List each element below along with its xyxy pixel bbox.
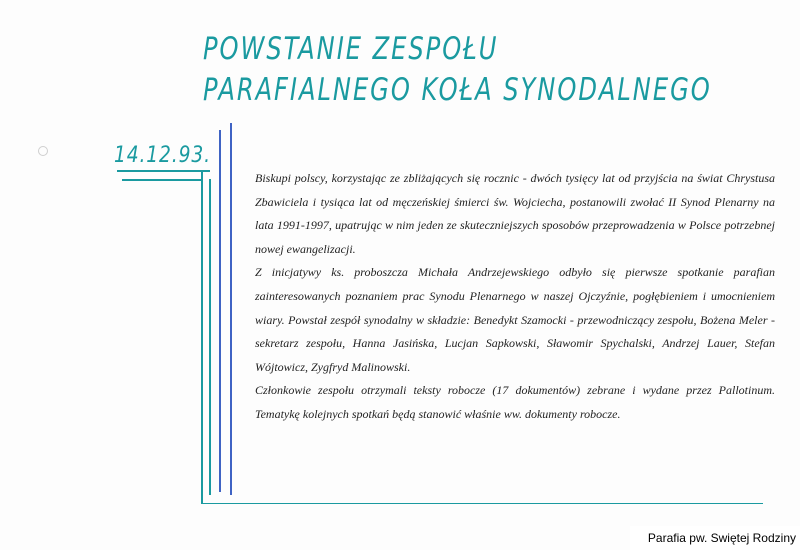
teal-vertical-rule-right: [209, 179, 211, 495]
date-underline-upper: [117, 170, 210, 172]
blue-vertical-rule-left: [219, 130, 221, 492]
blue-vertical-rule-right: [230, 123, 232, 495]
bottom-horizontal-rule: [203, 503, 763, 504]
title-line-2: PARAFIALNEGO KOŁA SYNODALNEGO: [203, 72, 712, 108]
body-text: [255, 167, 775, 427]
punch-hole-mark: [38, 146, 48, 156]
paragraph-3: Członkowie zespołu otrzymali teksty robocze (17 dokumentów) zebrane i wydane przez Pallotinum. Tematykę kolejnych spotkań będą stanowić właśnie ww. dokumenty robocze.: [255, 383, 775, 421]
date-underline-lower: [122, 179, 202, 181]
paragraph-2: Z inicjatywy ks. proboszcza Michała Andrzejewskiego odbyło się pierwsze spotkanie parafian zainteresowanych poznaniem prac Synodu Plenarnego w naszej Ojczyźnie, pogłębieniem i umocnieniem wiary. Powstał zespół synodalny w składzie: Benedykt Szamocki - przewodniczący zespołu, Bożena Meler - sekretarz zespołu, Hanna Jasińska, Lucjan Sapkowski, Sławomir Spychalski, Andrzej Lauer, Stefan Wójtowicz, Zygfryd Malinowski.: [255, 265, 775, 374]
title-line-1: POWSTANIE ZESPOŁU: [203, 31, 499, 67]
footer-caption: Parafia pw. Swiętej Rodziny: [630, 526, 800, 550]
teal-vertical-rule-left: [201, 170, 203, 504]
paragraph-1: Biskupi polscy, korzystając ze zbliżających się rocznic - dwóch tysięcy lat od przyjścia na świat Chrystusa Zbawiciela i tysiąca lat od męczeńskiej śmierci św. Wojciecha, postanowili zwołać II Synod Plenarny na lata 1991-1997, upatrując w nim jeden ze skuteczniejszych sposobów przeprowadzenia w Polsce potrzebnej nowej ewangelizacji.: [255, 171, 775, 256]
date-label: 14.12.93.: [114, 143, 211, 168]
